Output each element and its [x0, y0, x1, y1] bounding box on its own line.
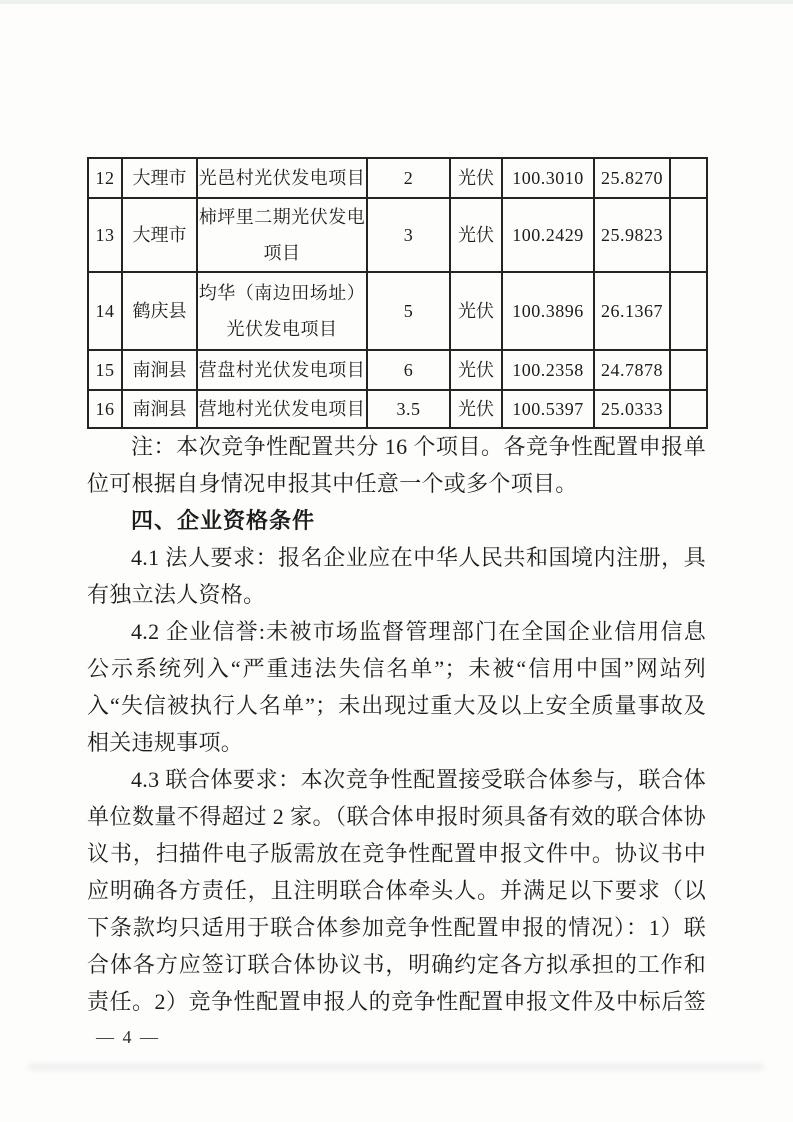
page-number: — 4 — [96, 1027, 160, 1047]
para-4-2-line: 入“失信被执行人名单”；未出现过重大及以上安全质量事故及 [87, 693, 706, 718]
cell-project-name [197, 390, 367, 428]
cell-latitude: 25.8270 [594, 158, 670, 198]
note-line: 位可根据自身情况申报其中任意一个或多个项目。 [87, 471, 578, 496]
project-name-line: 营地村光伏发电项目 [198, 399, 366, 419]
project-name-line: 均华（南边田场址） [198, 283, 366, 303]
table-row-15 [88, 350, 707, 390]
cell-longitude: 100.3010 [502, 158, 594, 198]
cell-longitude: 100.2429 [502, 198, 594, 272]
para-4-3-line: 应明确各方责任，且注明联合体牵头人。并满足以下要求（以 [87, 878, 706, 903]
table-row-14 [88, 272, 707, 350]
cell-index: 14 [88, 272, 122, 350]
cell-county: 南涧县 [122, 390, 197, 428]
para-4-1-line: 4.1 法人要求：报名企业应在中华人民共和国境内注册，具 [131, 545, 706, 570]
para-4-2-line: 公示系统列入“严重违法失信名单”；未被“信用中国”网站列 [87, 656, 706, 681]
cell-type: 光伏 [450, 198, 502, 272]
projects-table [87, 157, 708, 429]
scan-edge-artifact [0, 0, 793, 4]
cell-latitude: 25.0333 [594, 390, 670, 428]
cell-project-name [197, 272, 367, 350]
cell-blank [670, 272, 707, 350]
para-4-3-line: 合体各方应签订联合体协议书，明确约定各方拟承担的工作和 [87, 952, 706, 977]
para-4-3-line: 下条款均只适用于联合体参加竞争性配置申报的情况）：1）联 [87, 915, 706, 940]
cell-county: 大理市 [122, 198, 197, 272]
table-row-13 [88, 198, 707, 272]
note-line: 注：本次竞争性配置共分 16 个项目。各竞争性配置申报单 [131, 434, 706, 459]
cell-blank [670, 390, 707, 428]
section-heading: 四、企业资格条件 [131, 508, 316, 533]
cell-longitude: 100.2358 [502, 350, 594, 390]
para-4-2-line: 相关违规事项。 [87, 730, 244, 755]
project-name-line: 营盘村光伏发电项目 [198, 360, 366, 380]
cell-project-name [197, 350, 367, 390]
cell-type: 光伏 [450, 272, 502, 350]
cell-capacity: 2 [367, 158, 450, 198]
project-name-line: 光邑村光伏发电项目 [198, 168, 366, 188]
cell-type: 光伏 [450, 350, 502, 390]
cell-county: 大理市 [122, 158, 197, 198]
cell-type: 光伏 [450, 390, 502, 428]
project-name-line: 光伏发电项目 [226, 319, 338, 339]
project-name-line: 柿坪里二期光伏发电 [198, 207, 366, 227]
cell-latitude: 25.9823 [594, 198, 670, 272]
cell-longitude: 100.3896 [502, 272, 594, 350]
project-name-line: 项目 [263, 243, 301, 263]
cell-capacity: 6 [367, 350, 450, 390]
para-4-3-line: 4.3 联合体要求：本次竞争性配置接受联合体参与，联合体 [131, 767, 706, 792]
cell-type: 光伏 [450, 158, 502, 198]
para-4-3-line: 议书，扫描件电子版需放在竞争性配置申报文件中。协议书中 [87, 841, 706, 866]
cell-index: 15 [88, 350, 122, 390]
cell-blank [670, 350, 707, 390]
cell-project-name [197, 158, 367, 198]
para-4-3-line: 责任。2）竞争性配置申报人的竞争性配置申报文件及中标后签 [87, 989, 706, 1014]
cell-longitude: 100.5397 [502, 390, 594, 428]
cell-county: 南涧县 [122, 350, 197, 390]
cell-blank [670, 198, 707, 272]
scan-smudge-artifact [28, 1063, 764, 1071]
cell-index: 13 [88, 198, 122, 272]
para-4-2-line: 4.2 企业信誉:未被市场监督管理部门在全国企业信用信息 [131, 619, 706, 644]
para-4-1-line: 有独立法人资格。 [87, 582, 266, 607]
cell-capacity: 3 [367, 198, 450, 272]
cell-latitude: 26.1367 [594, 272, 670, 350]
cell-project-name [197, 198, 367, 272]
cell-capacity: 3.5 [367, 390, 450, 428]
table-row-12 [88, 158, 707, 198]
cell-latitude: 24.7878 [594, 350, 670, 390]
cell-index: 16 [88, 390, 122, 428]
cell-blank [670, 158, 707, 198]
cell-capacity: 5 [367, 272, 450, 350]
para-4-3-line: 单位数量不得超过 2 家。（联合体申报时须具备有效的联合体协 [87, 804, 706, 829]
document-body [87, 428, 706, 1020]
cell-county: 鹤庆县 [122, 272, 197, 350]
cell-index: 12 [88, 158, 122, 198]
table-row-16 [88, 390, 707, 428]
